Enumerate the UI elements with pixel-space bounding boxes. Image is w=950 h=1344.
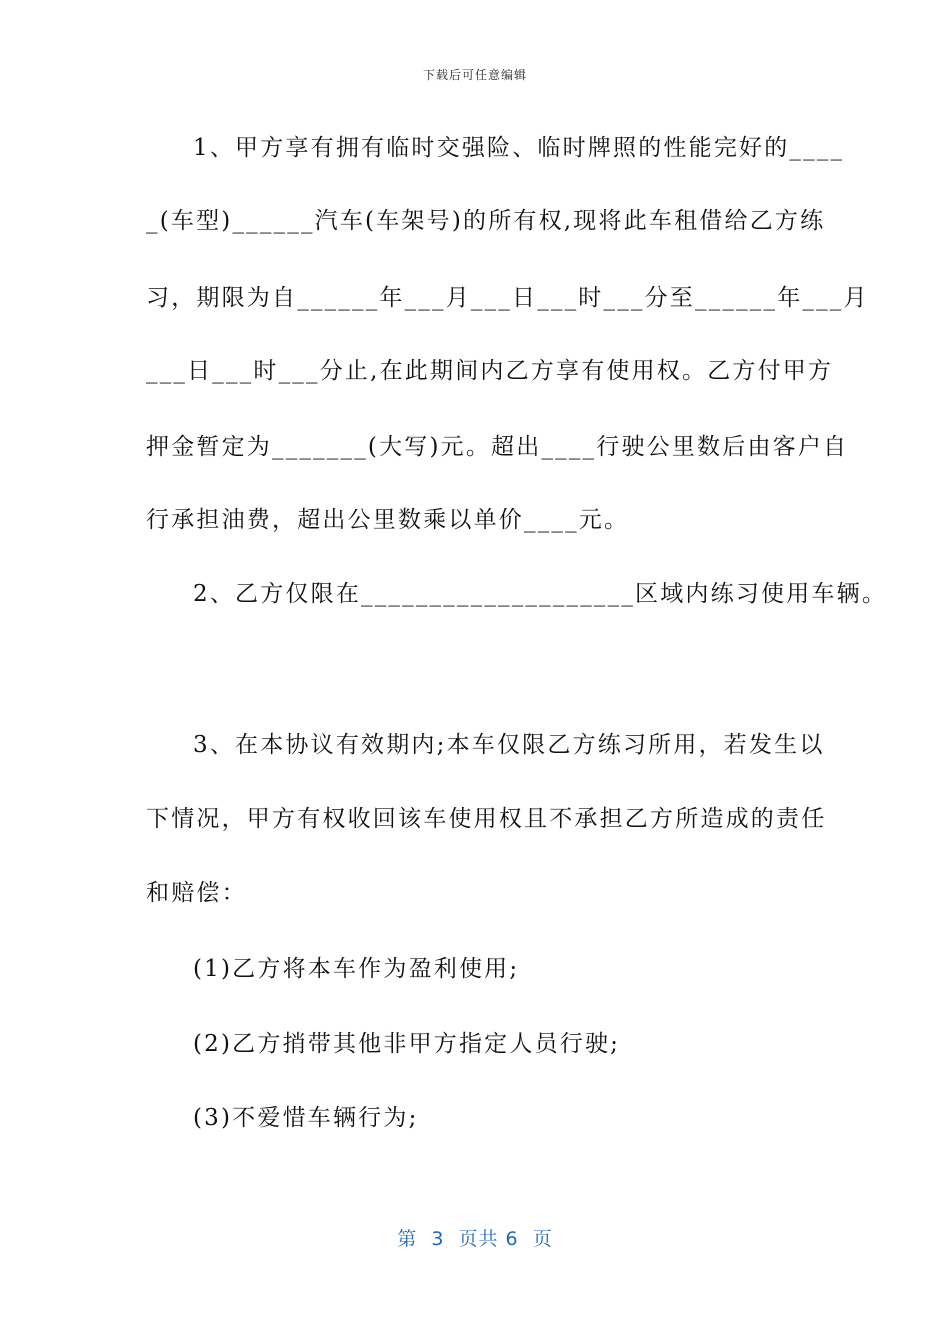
list-item: (1)乙方将本车作为盈利使用;	[193, 956, 520, 982]
clause-1-line-2: _(车型)______汽车(车架号)的所有权,现将此车租借给乙方练	[146, 208, 826, 234]
clause-2: 2、乙方仅限在____________________区域内练习使用车辆。	[193, 581, 888, 607]
clause-1-line-5: 押金暂定为_______(大写)元。超出____行驶公里数后由客户自	[146, 434, 849, 460]
clause-3-line-2: 下情况，甲方有权收回该车使用权且不承担乙方所造成的责任	[146, 806, 827, 832]
clause-3-line-3: 和赔偿：	[146, 880, 247, 906]
header-note: 下载后可任意编辑	[422, 68, 527, 82]
list-item: (2)乙方捎带其他非甲方指定人员行驶;	[193, 1031, 621, 1057]
clause-1-line-3: 习，期限为自______年___月___日___时___分至______年___月	[146, 285, 869, 311]
clause-1-line-1: 1、甲方享有拥有临时交强险、临时牌照的性能完好的____	[193, 135, 845, 161]
clause-1-line-6: 行承担油费，超出公里数乘以单价____元。	[146, 507, 630, 533]
page-number-footer: 第 3 页共 6 页	[397, 1228, 553, 1250]
list-item: (3)不爱惜车辆行为;	[193, 1105, 419, 1131]
clause-1-line-4: ___日___时___分止,在此期间内乙方享有使用权。乙方付甲方	[146, 358, 834, 384]
clause-3-line-1: 3、在本协议有效期内;本车仅限乙方练习所用，若发生以	[193, 732, 825, 758]
